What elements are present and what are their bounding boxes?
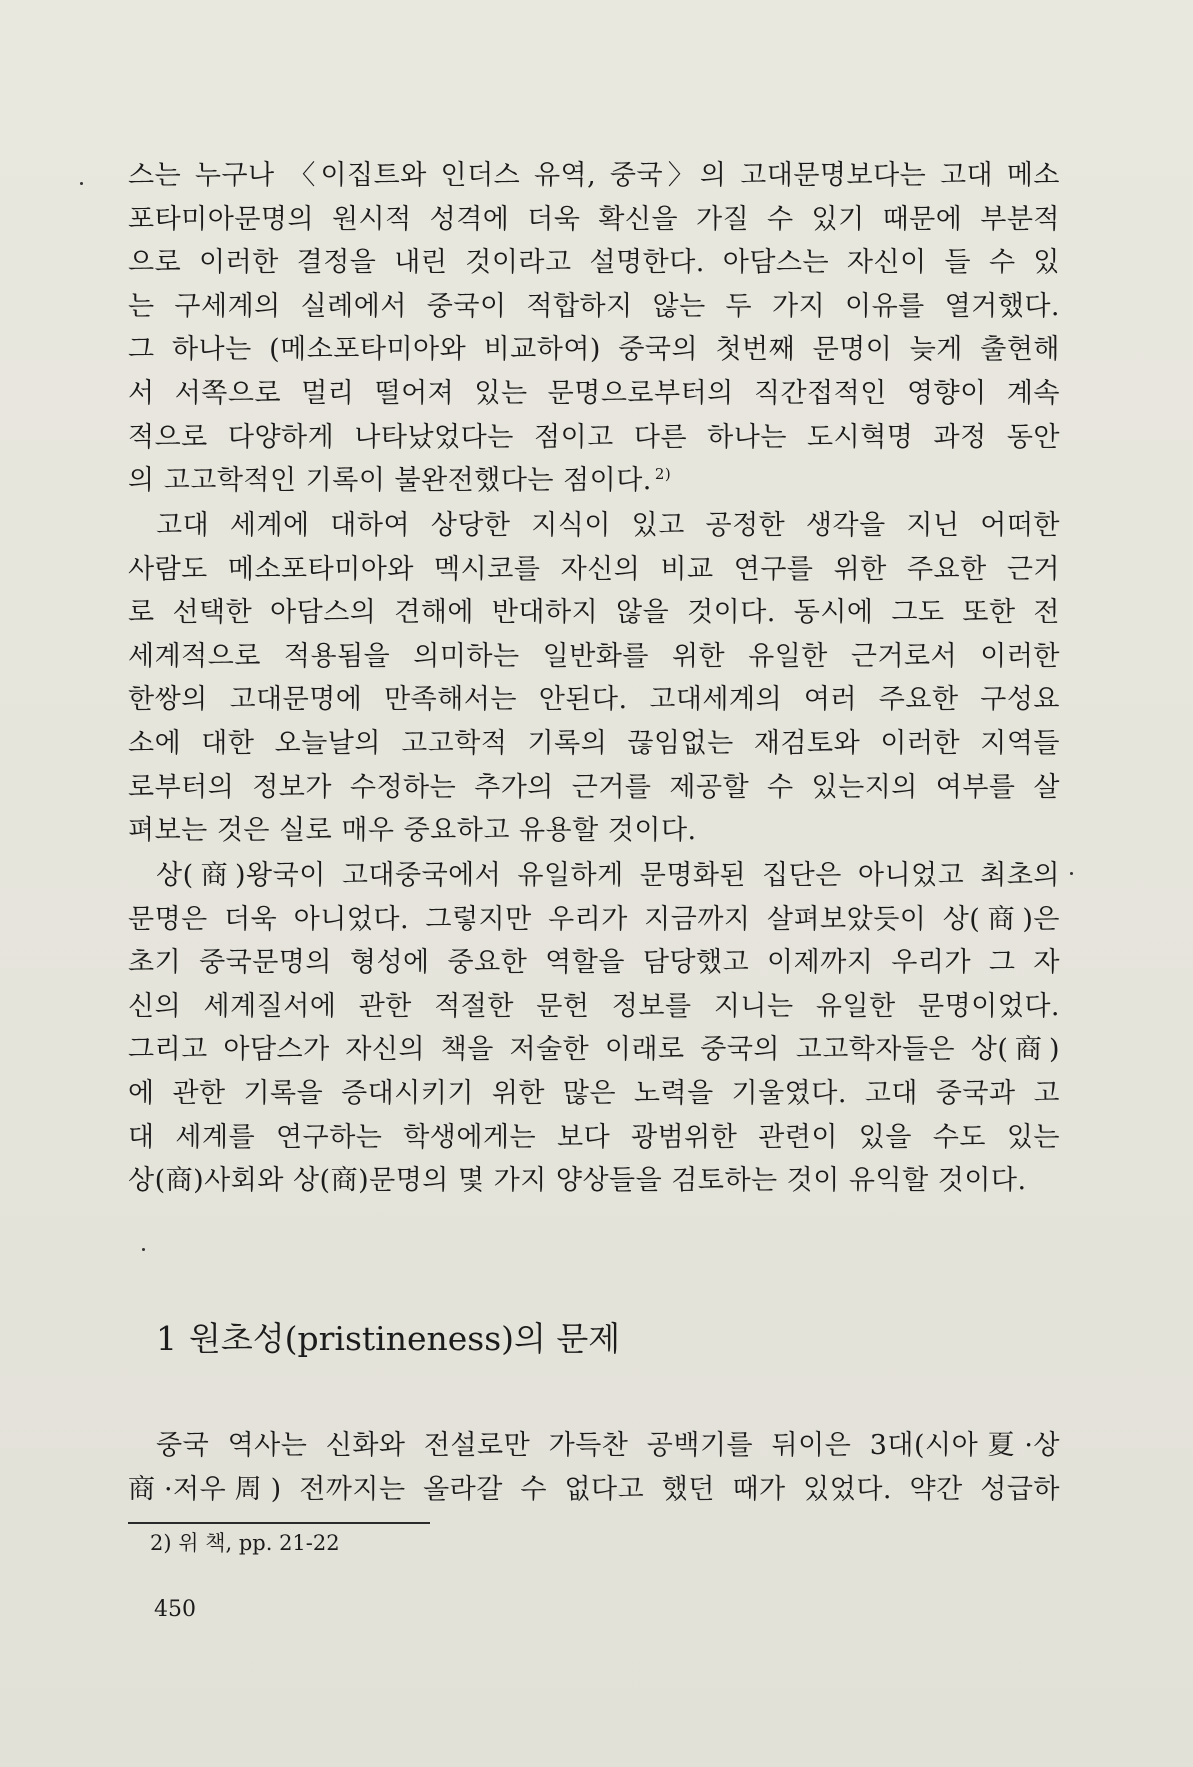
text-line: 스는 누구나 〈이집트와 인더스 유역, 중국〉의 고대문명보다는 고대 메소 [128,160,1060,191]
text-line: 포타미아문명의 원시적 성격에 더욱 확신을 가질 수 있기 때문에 부분적 [128,203,1060,235]
scan-speck [142,1248,145,1251]
text-line: 소에 대한 오늘날의 고고학적 기록의 끊임없는 재검토와 이러한 지역들 [128,727,1060,759]
text-line [128,459,1060,503]
text-line: 서 서쪽으로 멀리 떨어져 있는 문명으로부터의 직간접적인 영향이 계속 [128,377,1060,409]
text-line: 대 세계를 연구하는 학생에게는 보다 광범위한 관련이 있을 수도 있는 [128,1121,1060,1153]
text-line: 그리고 아담스가 자신의 책을 저술한 이래로 중국의 고고학자들은 상(商) [128,1034,1060,1066]
paragraph-2 [128,504,1060,853]
text-line: 商·저우周) 전까지는 올라갈 수 없다고 했던 때가 있었다. 약간 성급하 [128,1473,1060,1505]
text-line: 로부터의 정보가 수정하는 추가의 근거를 제공할 수 있는지의 여부를 살 [128,771,1060,803]
text-line: 으로 이러한 결정을 내린 것이라고 설명한다. 아담스는 자신이 들 수 있 [128,247,1060,279]
text-line: 고대 세계에 대하여 상당한 지식이 있고 공정한 생각을 지닌 어떠한 [156,510,1060,541]
text-line: 사람도 메소포타미아와 멕시코를 자신의 비교 연구를 위한 주요한 근거 [128,553,1060,585]
section-title: 원초성(pristineness)의 문제 [189,1319,621,1358]
paragraph-1 [128,154,1060,503]
paragraph-3 [128,854,1060,1203]
text-line-content: 의 고고학적인 기록이 불완전했다는 점이다. [128,465,652,497]
text-line: 는 구세계의 실례에서 중국이 적합하지 않는 두 가지 이유를 열거했다. [128,290,1060,322]
page-number: 450 [154,1597,196,1622]
text-line: 펴보는 것은 실로 매우 중요하고 유용할 것이다. [128,815,697,847]
text-line: 한쌍의 고대문명에 만족해서는 안된다. 고대세계의 여러 주요한 구성요 [128,684,1060,716]
text-line: 그 하나는 (메소포타미아와 비교하여) 중국의 첫번째 문명이 늦게 출현해 [128,334,1060,366]
text-line: 신의 세계질서에 관한 적절한 문헌 정보를 지니는 유일한 문명이었다. [128,990,1060,1022]
text-line: 로 선택한 아담스의 견해에 반대하지 않을 것이다. 동시에 그도 또한 전 [128,597,1060,629]
text-line: 적으로 다양하게 나타났었다는 점이고 다른 하나는 도시혁명 과정 동안 [128,421,1060,453]
footnote: 2) 위 책, pp. 21-22 [150,1531,340,1555]
text-line: 초기 중국문명의 형성에 중요한 역할을 담당했고 이제까지 우리가 그 자 [128,947,1060,979]
text-line: 에 관한 기록을 증대시키기 위한 많은 노력을 기울였다. 고대 중국과 고 [128,1077,1060,1109]
text-line: 상(商)왕국이 고대중국에서 유일하게 문명화된 집단은 아니었고 최초의 [156,860,1060,891]
section-heading [156,1313,620,1360]
text-line: 중국 역사는 신화와 전설로만 가득찬 공백기를 뒤이은 3대(시아夏·상 [156,1430,1060,1461]
section-number: 1 [156,1319,177,1358]
text-line: 상(商)사회와 상(商)문명의 몇 가지 양상들을 검토하는 것이 유익할 것이다. [128,1165,1027,1197]
footnote-reference: 2) [654,465,672,484]
scan-speck [80,182,83,185]
text-line: 세계적으로 적용됨을 의미하는 일반화를 위한 유일한 근거로서 이러한 [128,640,1060,672]
paragraph-4 [128,1424,1060,1511]
scan-speck [1070,872,1073,875]
footnote-divider [128,1522,430,1524]
text-line: 문명은 더욱 아니었다. 그렇지만 우리가 지금까지 살펴보았듯이 상(商)은 [128,903,1060,935]
